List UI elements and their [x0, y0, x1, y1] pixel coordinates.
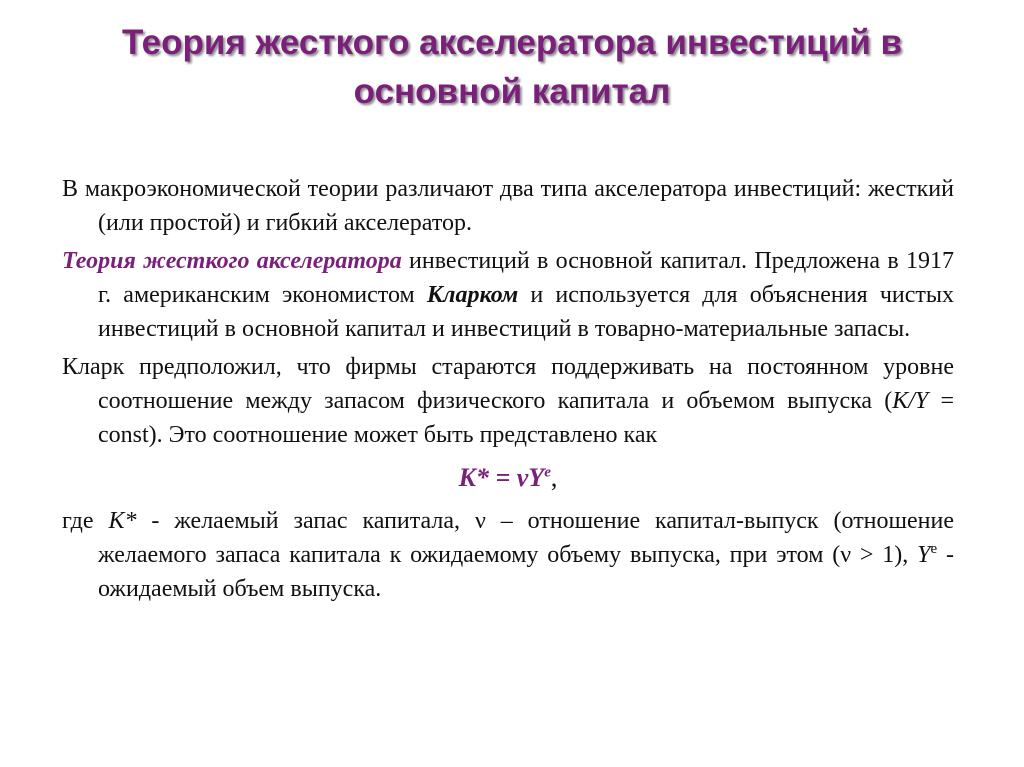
slide-body [62, 172, 954, 610]
slide-title: Теория жесткого акселератора инвестиций в основной капитал [122, 23, 902, 111]
theory-term: Теория жесткого акселератора [62, 248, 402, 274]
k-star-symbol: K* [108, 508, 137, 534]
paragraph-definitions [62, 504, 954, 606]
ratio-symbol: K/Y [892, 388, 929, 414]
y-superscript: e [930, 541, 938, 557]
paragraph-text: = const). Это соотношение может быть представлено как [98, 388, 954, 448]
paragraph-text: инвестиций в основной капитал. Предложена в 1917 г. американским экономистом [98, 248, 954, 308]
formula-comma: , [550, 463, 558, 492]
economist-name: Кларком [426, 282, 519, 308]
paragraph-text: и используется для объяснения чистых инвестиций в основной капитал и инвестиций в товарно-материальные запасы. [98, 282, 954, 342]
paragraph-text: Кларк предположил, что фирмы стараются поддерживать на постоянном уровне соотношение между запасом физического капитала и объемом выпуска ( [62, 354, 954, 414]
formula-superscript: e [544, 464, 551, 481]
paragraph-text: В макроэкономической теории различают два типа акселератора инвестиций: жесткий (или простой) и гибкий акселератор. [62, 176, 954, 236]
paragraph-text: где [62, 508, 109, 534]
paragraph-clark-theory [62, 244, 954, 346]
paragraph-text: - желаемый запас капитала, ν – отношение капитал-выпуск (отношение желаемого запаса капитала к ожидаемому объему выпуска, при этом (ν > 1), [98, 508, 954, 568]
paragraph-clark-assumption [62, 350, 954, 452]
y-symbol: Y [917, 542, 931, 568]
paragraph-accelerator-types [62, 172, 954, 240]
accelerator-formula [62, 458, 954, 498]
formula-main: K* = vY [458, 463, 545, 492]
paragraph-text: - ожидаемый объем выпуска. [98, 542, 954, 602]
